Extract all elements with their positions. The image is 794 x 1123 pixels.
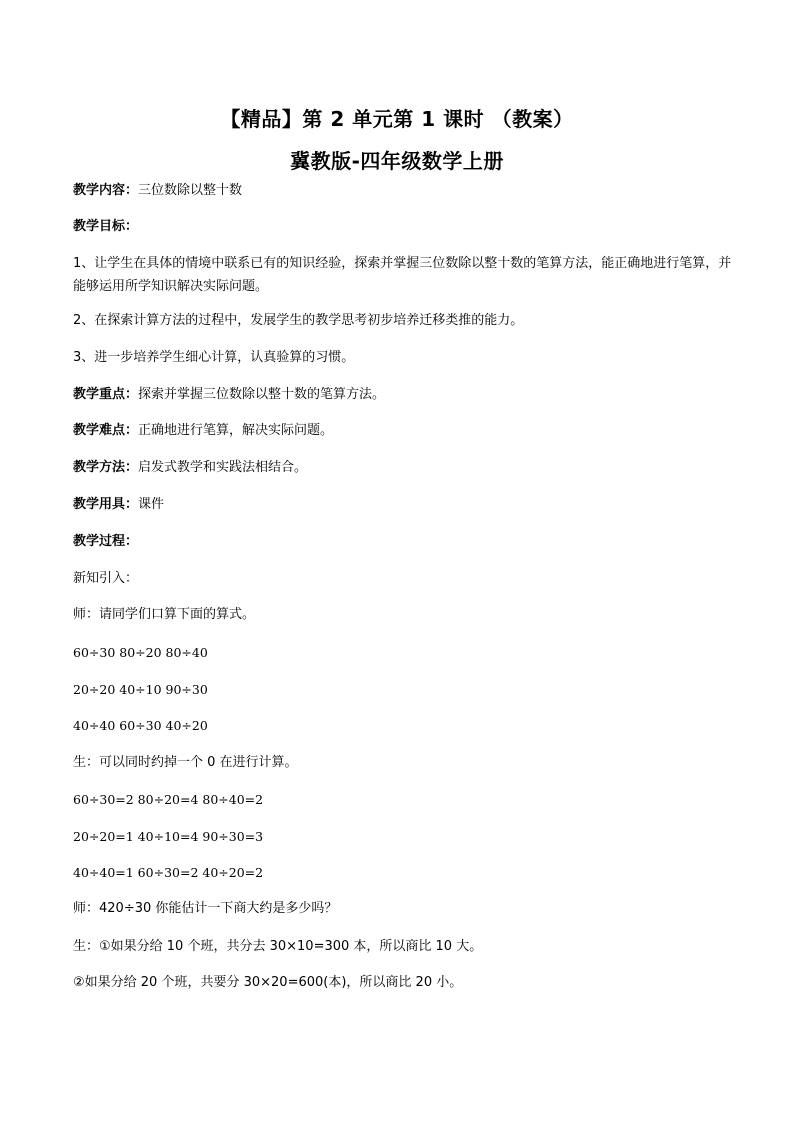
- student-line-1: 生：可以同时约掉一个 0 在进行计算。: [73, 755, 298, 770]
- teaching-goals-label: 教学目标: [73, 219, 126, 234]
- difficulty-value: 正确地进行笔算，解决实际问题。: [138, 423, 334, 438]
- exercise-row-2: 20÷20 40÷10 90÷30: [73, 682, 208, 697]
- colon: ：: [125, 183, 139, 198]
- title-line-1: 【精品】第 2 单元第 1 课时 （教案）: [220, 107, 574, 131]
- answer-row-3: 40÷40=1 60÷30=2 40÷20=2: [73, 865, 264, 880]
- teaching-content-label: 教学内容: [73, 183, 126, 198]
- teacher-line-2: 师：420÷30 你能估计一下商大约是多少吗？: [73, 901, 338, 916]
- title-line-2: 冀教版-四年级数学上册: [290, 149, 504, 173]
- exercise-row-1: 60÷30 80÷20 80÷40: [73, 645, 208, 660]
- teaching-content: [73, 182, 733, 200]
- process-label: 教学过程: [73, 534, 126, 549]
- method-value: 启发式教学和实践法相结合。: [138, 460, 308, 475]
- colon: ：: [125, 460, 139, 475]
- student-line-3: ②如果分给 20 个班，共要分 30×20=600(本)，所以商比 20 小。: [73, 975, 463, 990]
- goal-item-1: 1、让学生在具体的情境中联系已有的知识经验，探索并掌握三位数除以整十数的笔算方法，能正确地进行笔算，并能够运用所学知识解决实际问题。: [73, 256, 732, 294]
- answer-row-1: 60÷30=2 80÷20=4 80÷40=2: [73, 792, 264, 807]
- teaching-goals-heading: [73, 218, 733, 236]
- tools-value: 课件: [138, 497, 165, 512]
- tools: [73, 496, 733, 514]
- exercise-row-3: 40÷40 60÷30 40÷20: [73, 718, 208, 733]
- answer-row-2: 20÷20=1 40÷10=4 90÷30=3: [73, 829, 264, 844]
- difficulty: [73, 422, 733, 440]
- key-point-label: 教学重点: [73, 387, 126, 402]
- colon: ：: [125, 423, 139, 438]
- colon: ：: [125, 219, 139, 234]
- colon: ：: [125, 497, 139, 512]
- tools-label: 教学用具: [73, 497, 126, 512]
- intro-line: 新知引入：: [73, 571, 139, 586]
- difficulty-label: 教学难点: [73, 423, 126, 438]
- colon: ：: [125, 534, 139, 549]
- teaching-content-value: 三位数除以整十数: [138, 183, 243, 198]
- goal-item-2: 2、在探索计算方法的过程中，发展学生的教学思考初步培养迁移类推的能力。: [73, 313, 524, 328]
- process-heading: [73, 533, 733, 551]
- method-label: 教学方法: [73, 460, 126, 475]
- teacher-line-1: 师：请同学们口算下面的算式。: [73, 607, 256, 622]
- student-line-2: 生：①如果分给 10 个班，共分去 30×10=300 本，所以商比 10 大。: [73, 939, 483, 954]
- key-point-value: 探索并掌握三位数除以整十数的笔算方法。: [138, 387, 386, 402]
- colon: ：: [125, 387, 139, 402]
- goal-item-3: 3、进一步培养学生细心计算，认真验算的习惯。: [73, 350, 355, 365]
- key-point: [73, 386, 733, 404]
- method: [73, 459, 733, 477]
